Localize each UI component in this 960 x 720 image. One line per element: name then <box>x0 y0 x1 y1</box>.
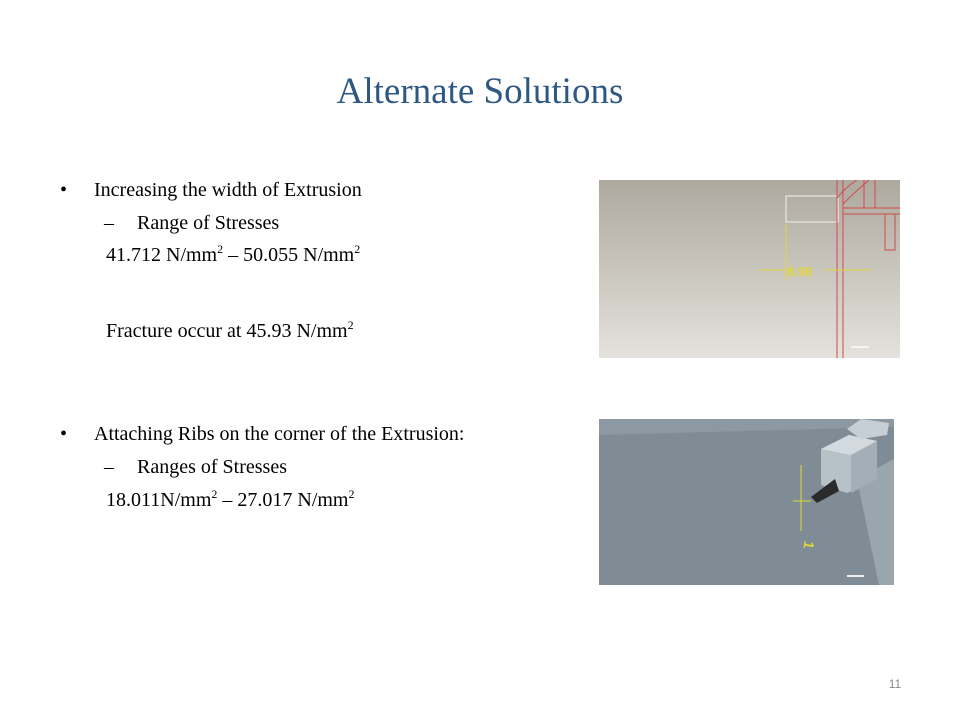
sub-bullet-text: Range of Stresses <box>137 212 280 234</box>
range-low: 41.712 N/mm <box>106 244 218 266</box>
sub-bullet-dash: – <box>104 212 114 234</box>
range-high: 27.017 N/mm <box>237 489 349 511</box>
range-sep: – <box>217 489 238 511</box>
page-number: 11 <box>888 677 902 691</box>
superscript: 2 <box>354 242 361 256</box>
sub-bullet-dash: – <box>104 456 114 478</box>
bullet-dot: • <box>60 179 68 201</box>
cad-image-extrusion-width <box>599 180 900 358</box>
superscript: 2 <box>348 487 355 501</box>
fracture-line <box>106 320 354 343</box>
range-sep: – <box>223 244 244 266</box>
dimension-label: 1 <box>800 539 818 551</box>
bullet-text: Increasing the width of Extrusion <box>94 179 362 201</box>
fracture-text: Fracture occur at 45.93 N/mm <box>106 320 348 342</box>
superscript: 2 <box>217 242 224 256</box>
superscript: 2 <box>347 318 354 332</box>
stress-range-1 <box>106 244 360 267</box>
sub-bullet-text: Ranges of Stresses <box>137 456 287 478</box>
slide-title: Alternate Solutions <box>336 71 624 112</box>
dimension-label: 8.98 <box>787 264 813 279</box>
bullet-text: Attaching Ribs on the corner of the Extrusion: <box>94 423 465 445</box>
range-low: 18.011N/mm <box>106 489 212 511</box>
range-high: 50.055 N/mm <box>243 244 355 266</box>
cad-image-ribs <box>599 419 894 585</box>
superscript: 2 <box>211 487 218 501</box>
stress-range-2 <box>106 489 355 512</box>
bullet-dot: • <box>60 423 68 445</box>
